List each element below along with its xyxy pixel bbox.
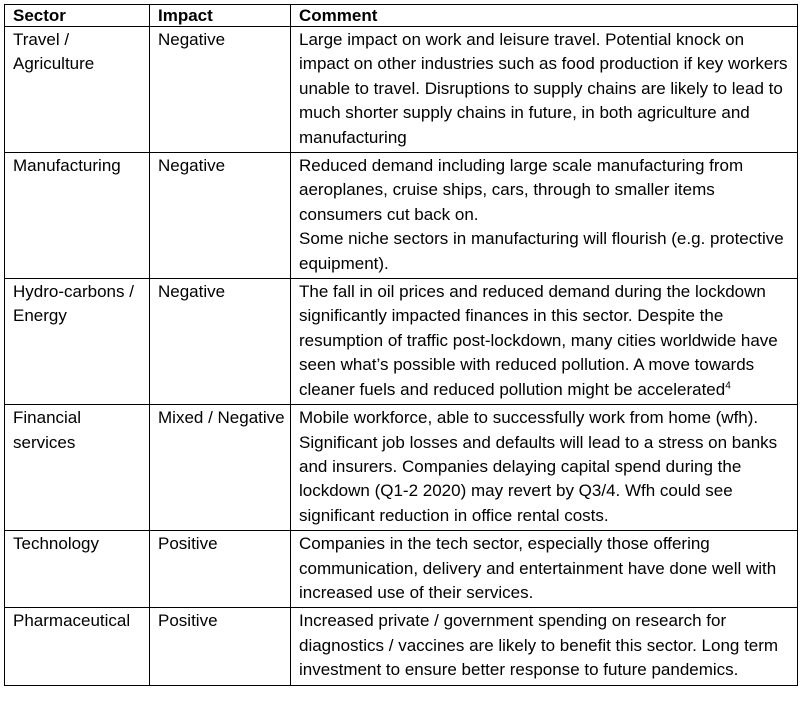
footnote-marker: 4 <box>725 380 731 392</box>
comment-text: Increased private / government spending on research for diagnostics / vaccines are likely to benefit this sector. Long term investment to ensure better response to future pandemics. <box>299 611 779 680</box>
table-row <box>5 27 798 153</box>
sector-impact-table <box>4 4 798 686</box>
impact-cell: Negative <box>150 279 291 405</box>
comment-cell <box>291 279 798 405</box>
sector-cell: Hydro-carbons / Energy <box>5 279 150 405</box>
sector-cell: Financial services <box>5 405 150 531</box>
comment-cell <box>291 153 798 279</box>
comment-text: Reduced demand including large scale manufacturing from aeroplanes, cruise ships, cars, through to smaller items consumers cut back on. <box>299 156 744 224</box>
comment-cell <box>291 531 798 608</box>
table-row <box>5 608 798 685</box>
comment-text: Mobile workforce, able to successfully work from home (wfh). Significant job losses and defaults will lead to a stress on banks and insurers. Companies delaying capital spend during the lockdown (Q1-2 2020) may revert by Q3/4. Wfh could see significant reduction in office rental costs. <box>299 408 778 525</box>
sector-cell: Travel / Agriculture <box>5 27 150 153</box>
sector-cell: Pharmaceutical <box>5 608 150 685</box>
impact-cell: Positive <box>150 608 291 685</box>
impact-cell: Mixed / Negative <box>150 405 291 531</box>
header-impact: Impact <box>150 5 291 27</box>
comment-cell <box>291 608 798 685</box>
comment-text: Some niche sectors in manufacturing will flourish (e.g. protective equipment). <box>299 229 784 273</box>
comment-cell <box>291 405 798 531</box>
impact-cell: Negative <box>150 153 291 279</box>
impact-cell: Positive <box>150 531 291 608</box>
table-row <box>5 279 798 405</box>
table-row <box>5 531 798 608</box>
text-cursor-mark <box>797 276 798 296</box>
sector-cell: Manufacturing <box>5 153 150 279</box>
table-row <box>5 405 798 531</box>
impact-cell: Negative <box>150 27 291 153</box>
comment-text: The fall in oil prices and reduced demand during the lockdown significantly impacted finances in this sector. Despite the resumption of traffic post-lockdown, many cities worldwide have seen what’s possible with reduced pollution. A move towards cleaner fuels and reduced pollution might be accelerated <box>299 282 778 399</box>
table-row <box>5 153 798 279</box>
sector-cell: Technology <box>5 531 150 608</box>
header-comment: Comment <box>291 5 798 27</box>
header-sector: Sector <box>5 5 150 27</box>
comment-text: Companies in the tech sector, especially those offering communication, delivery and entertainment have done well with increased use of their services. <box>299 534 777 602</box>
comment-cell <box>291 27 798 153</box>
comment-text: Large impact on work and leisure travel. Potential knock on impact on other industries such as food production if key workers unable to travel. Disruptions to supply chains are likely to lead to much shorter supply chains in future, in both agriculture and manufacturing <box>299 30 788 147</box>
table-header-row <box>5 5 798 27</box>
